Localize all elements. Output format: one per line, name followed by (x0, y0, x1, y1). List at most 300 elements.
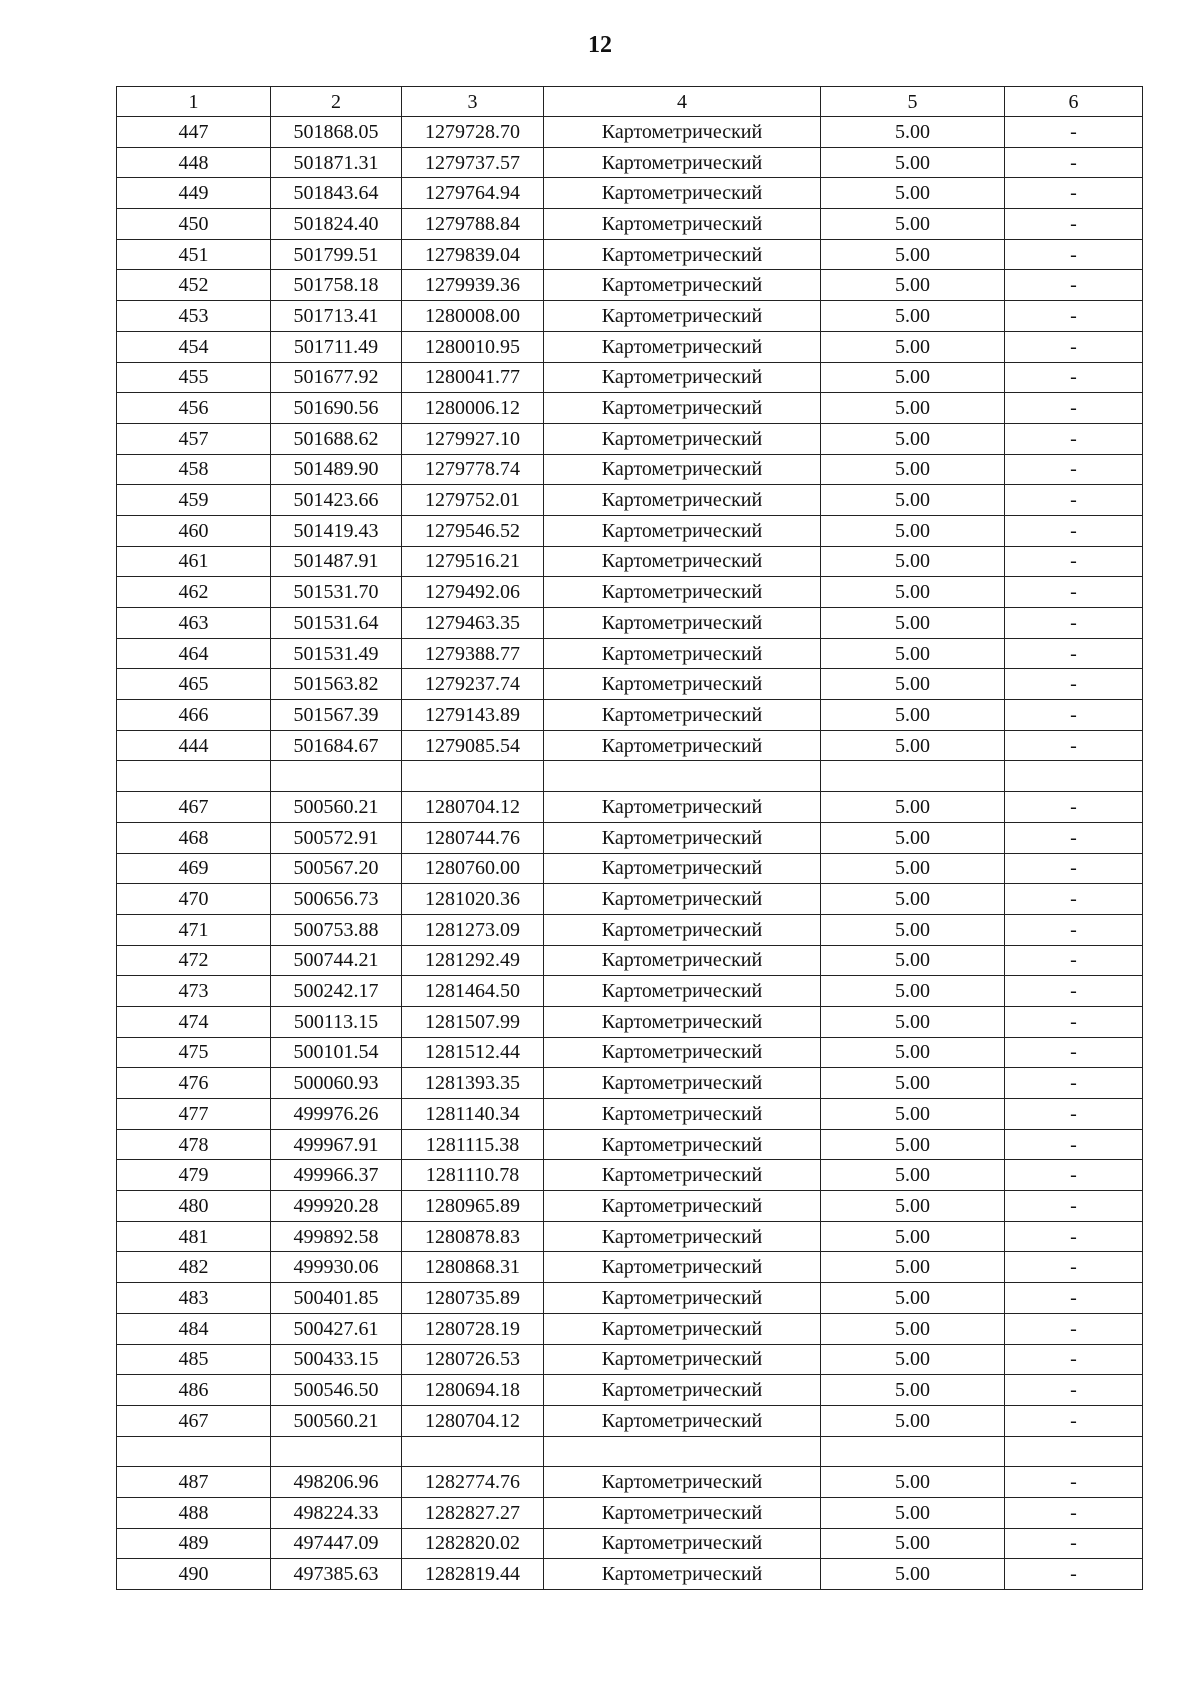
method-cell: Картометрический (544, 1037, 821, 1068)
description-cell: - (1005, 1528, 1143, 1559)
y-coordinate-cell: 1281273.09 (402, 914, 544, 945)
y-coordinate-cell: 1281512.44 (402, 1037, 544, 1068)
table-row (117, 1375, 1143, 1406)
x-coordinate-cell: 499920.28 (271, 1191, 402, 1222)
x-coordinate-cell: 500567.20 (271, 853, 402, 884)
x-coordinate-cell: 500242.17 (271, 976, 402, 1007)
description-cell: - (1005, 209, 1143, 240)
y-coordinate-cell: 1279764.94 (402, 178, 544, 209)
x-coordinate-cell: 500401.85 (271, 1283, 402, 1314)
table-row (117, 914, 1143, 945)
method-cell: Картометрический (544, 1344, 821, 1375)
accuracy-cell: 5.00 (821, 454, 1005, 485)
x-coordinate-cell: 497447.09 (271, 1528, 402, 1559)
point-number-cell: 479 (117, 1160, 271, 1191)
method-cell: Картометрический (544, 1497, 821, 1528)
y-coordinate-cell: 1282827.27 (402, 1497, 544, 1528)
y-coordinate-cell: 1280010.95 (402, 331, 544, 362)
point-number-cell: 475 (117, 1037, 271, 1068)
x-coordinate-cell: 497385.63 (271, 1559, 402, 1590)
point-number-cell: 467 (117, 792, 271, 823)
table-row (117, 454, 1143, 485)
table-row (117, 853, 1143, 884)
description-cell: - (1005, 117, 1143, 148)
header-cell-3: 3 (402, 87, 544, 117)
x-coordinate-cell: 498206.96 (271, 1467, 402, 1498)
table-row (117, 393, 1143, 424)
description-cell: - (1005, 1252, 1143, 1283)
x-coordinate-cell (271, 761, 402, 792)
point-number-cell: 473 (117, 976, 271, 1007)
coordinates-table (116, 86, 1143, 1590)
table-row (117, 362, 1143, 393)
accuracy-cell: 5.00 (821, 945, 1005, 976)
x-coordinate-cell: 501684.67 (271, 730, 402, 761)
accuracy-cell: 5.00 (821, 1252, 1005, 1283)
accuracy-cell: 5.00 (821, 976, 1005, 1007)
description-cell: - (1005, 1467, 1143, 1498)
table-row (117, 147, 1143, 178)
accuracy-cell: 5.00 (821, 1559, 1005, 1590)
point-number-cell: 462 (117, 577, 271, 608)
y-coordinate-cell: 1279143.89 (402, 700, 544, 731)
description-cell: - (1005, 1375, 1143, 1406)
description-cell: - (1005, 1099, 1143, 1130)
method-cell: Картометрический (544, 884, 821, 915)
point-number-cell: 485 (117, 1344, 271, 1375)
point-number-cell: 480 (117, 1191, 271, 1222)
table-row (117, 1221, 1143, 1252)
accuracy-cell: 5.00 (821, 1528, 1005, 1559)
method-cell: Картометрический (544, 1405, 821, 1436)
accuracy-cell: 5.00 (821, 147, 1005, 178)
y-coordinate-cell: 1280744.76 (402, 822, 544, 853)
accuracy-cell: 5.00 (821, 270, 1005, 301)
method-cell: Картометрический (544, 301, 821, 332)
method-cell: Картометрический (544, 1559, 821, 1590)
table-row (117, 1436, 1143, 1467)
method-cell: Картометрический (544, 1221, 821, 1252)
method-cell: Картометрический (544, 1129, 821, 1160)
header-cell-4: 4 (544, 87, 821, 117)
table-row (117, 1344, 1143, 1375)
table-row (117, 976, 1143, 1007)
description-cell: - (1005, 1313, 1143, 1344)
accuracy-cell: 5.00 (821, 1344, 1005, 1375)
point-number-cell (117, 761, 271, 792)
x-coordinate-cell: 501799.51 (271, 239, 402, 270)
table-row (117, 239, 1143, 270)
table-row (117, 577, 1143, 608)
accuracy-cell: 5.00 (821, 1068, 1005, 1099)
description-cell: - (1005, 546, 1143, 577)
y-coordinate-cell: 1279237.74 (402, 669, 544, 700)
y-coordinate-cell: 1279516.21 (402, 546, 544, 577)
table-row (117, 1313, 1143, 1344)
y-coordinate-cell: 1280694.18 (402, 1375, 544, 1406)
table-row (117, 1467, 1143, 1498)
point-number-cell: 470 (117, 884, 271, 915)
point-number-cell: 448 (117, 147, 271, 178)
method-cell: Картометрический (544, 454, 821, 485)
description-cell: - (1005, 1191, 1143, 1222)
method-cell: Картометрический (544, 669, 821, 700)
method-cell: Картометрический (544, 853, 821, 884)
page-number: 12 (588, 32, 612, 58)
x-coordinate-cell: 501843.64 (271, 178, 402, 209)
x-coordinate-cell: 501688.62 (271, 423, 402, 454)
description-cell: - (1005, 1006, 1143, 1037)
accuracy-cell: 5.00 (821, 700, 1005, 731)
accuracy-cell: 5.00 (821, 884, 1005, 915)
point-number-cell (117, 1436, 271, 1467)
header-cell-6: 6 (1005, 87, 1143, 117)
table-row (117, 1252, 1143, 1283)
accuracy-cell: 5.00 (821, 577, 1005, 608)
description-cell: - (1005, 1129, 1143, 1160)
method-cell: Картометрический (544, 485, 821, 516)
x-coordinate-cell: 500744.21 (271, 945, 402, 976)
y-coordinate-cell: 1279778.74 (402, 454, 544, 485)
x-coordinate-cell: 499892.58 (271, 1221, 402, 1252)
accuracy-cell: 5.00 (821, 393, 1005, 424)
description-cell: - (1005, 515, 1143, 546)
x-coordinate-cell: 501531.49 (271, 638, 402, 669)
method-cell: Картометрический (544, 1068, 821, 1099)
x-coordinate-cell: 500101.54 (271, 1037, 402, 1068)
accuracy-cell: 5.00 (821, 822, 1005, 853)
x-coordinate-cell: 501531.70 (271, 577, 402, 608)
accuracy-cell: 5.00 (821, 1191, 1005, 1222)
x-coordinate-cell: 501563.82 (271, 669, 402, 700)
method-cell: Картометрический (544, 331, 821, 362)
x-coordinate-cell: 501871.31 (271, 147, 402, 178)
point-number-cell: 457 (117, 423, 271, 454)
description-cell: - (1005, 331, 1143, 362)
method-cell: Картометрический (544, 362, 821, 393)
accuracy-cell: 5.00 (821, 239, 1005, 270)
x-coordinate-cell: 501423.66 (271, 485, 402, 516)
x-coordinate-cell: 501758.18 (271, 270, 402, 301)
description-cell: - (1005, 976, 1143, 1007)
table-row (117, 822, 1143, 853)
method-cell: Картометрический (544, 638, 821, 669)
point-number-cell: 466 (117, 700, 271, 731)
x-coordinate-cell: 501868.05 (271, 117, 402, 148)
method-cell: Картометрический (544, 608, 821, 639)
accuracy-cell: 5.00 (821, 178, 1005, 209)
description-cell (1005, 1436, 1143, 1467)
y-coordinate-cell: 1280728.19 (402, 1313, 544, 1344)
y-coordinate-cell: 1279463.35 (402, 608, 544, 639)
x-coordinate-cell: 501824.40 (271, 209, 402, 240)
table-row (117, 1405, 1143, 1436)
point-number-cell: 482 (117, 1252, 271, 1283)
point-number-cell: 478 (117, 1129, 271, 1160)
description-cell: - (1005, 301, 1143, 332)
table-row (117, 117, 1143, 148)
accuracy-cell: 5.00 (821, 1129, 1005, 1160)
y-coordinate-cell: 1280760.00 (402, 853, 544, 884)
table-row (117, 638, 1143, 669)
x-coordinate-cell: 501677.92 (271, 362, 402, 393)
point-number-cell: 458 (117, 454, 271, 485)
table-row (117, 1068, 1143, 1099)
y-coordinate-cell (402, 761, 544, 792)
y-coordinate-cell (402, 1436, 544, 1467)
point-number-cell: 449 (117, 178, 271, 209)
description-cell: - (1005, 792, 1143, 823)
description-cell: - (1005, 1497, 1143, 1528)
y-coordinate-cell: 1280006.12 (402, 393, 544, 424)
y-coordinate-cell: 1281020.36 (402, 884, 544, 915)
method-cell: Картометрический (544, 1283, 821, 1314)
accuracy-cell: 5.00 (821, 853, 1005, 884)
description-cell: - (1005, 270, 1143, 301)
accuracy-cell: 5.00 (821, 362, 1005, 393)
method-cell: Картометрический (544, 976, 821, 1007)
point-number-cell: 481 (117, 1221, 271, 1252)
point-number-cell: 452 (117, 270, 271, 301)
y-coordinate-cell: 1279737.57 (402, 147, 544, 178)
table-row (117, 270, 1143, 301)
x-coordinate-cell: 500546.50 (271, 1375, 402, 1406)
table-row (117, 331, 1143, 362)
method-cell: Картометрический (544, 1252, 821, 1283)
table-row (117, 1037, 1143, 1068)
table-row (117, 1559, 1143, 1590)
description-cell: - (1005, 638, 1143, 669)
x-coordinate-cell: 499966.37 (271, 1160, 402, 1191)
x-coordinate-cell: 500753.88 (271, 914, 402, 945)
accuracy-cell (821, 1436, 1005, 1467)
point-number-cell: 474 (117, 1006, 271, 1037)
table-row (117, 884, 1143, 915)
accuracy-cell: 5.00 (821, 1283, 1005, 1314)
table-row (117, 515, 1143, 546)
x-coordinate-cell: 499930.06 (271, 1252, 402, 1283)
point-number-cell: 468 (117, 822, 271, 853)
table-row (117, 301, 1143, 332)
table-row (117, 761, 1143, 792)
x-coordinate-cell: 498224.33 (271, 1497, 402, 1528)
method-cell: Картометрический (544, 147, 821, 178)
method-cell: Картометрический (544, 1313, 821, 1344)
accuracy-cell: 5.00 (821, 331, 1005, 362)
x-coordinate-cell: 500433.15 (271, 1344, 402, 1375)
y-coordinate-cell: 1280704.12 (402, 792, 544, 823)
accuracy-cell: 5.00 (821, 1405, 1005, 1436)
table-row (117, 1283, 1143, 1314)
y-coordinate-cell: 1280041.77 (402, 362, 544, 393)
y-coordinate-cell: 1281115.38 (402, 1129, 544, 1160)
description-cell: - (1005, 454, 1143, 485)
accuracy-cell: 5.00 (821, 117, 1005, 148)
method-cell: Картометрический (544, 914, 821, 945)
point-number-cell: 483 (117, 1283, 271, 1314)
description-cell: - (1005, 423, 1143, 454)
description-cell: - (1005, 822, 1143, 853)
y-coordinate-cell: 1280008.00 (402, 301, 544, 332)
x-coordinate-cell: 500560.21 (271, 792, 402, 823)
table-row (117, 209, 1143, 240)
point-number-cell: 463 (117, 608, 271, 639)
y-coordinate-cell: 1279085.54 (402, 730, 544, 761)
y-coordinate-cell: 1282819.44 (402, 1559, 544, 1590)
x-coordinate-cell: 501419.43 (271, 515, 402, 546)
table-row (117, 700, 1143, 731)
description-cell: - (1005, 853, 1143, 884)
y-coordinate-cell: 1281140.34 (402, 1099, 544, 1130)
x-coordinate-cell: 501531.64 (271, 608, 402, 639)
method-cell: Картометрический (544, 546, 821, 577)
table-row (117, 730, 1143, 761)
point-number-cell: 487 (117, 1467, 271, 1498)
table-row (117, 1528, 1143, 1559)
point-number-cell: 484 (117, 1313, 271, 1344)
accuracy-cell: 5.00 (821, 1006, 1005, 1037)
table-row (117, 1497, 1143, 1528)
accuracy-cell: 5.00 (821, 1375, 1005, 1406)
description-cell: - (1005, 1068, 1143, 1099)
method-cell (544, 761, 821, 792)
table-row (117, 792, 1143, 823)
y-coordinate-cell: 1281393.35 (402, 1068, 544, 1099)
header-row (117, 87, 1143, 117)
accuracy-cell: 5.00 (821, 423, 1005, 454)
description-cell: - (1005, 393, 1143, 424)
y-coordinate-cell: 1279788.84 (402, 209, 544, 240)
description-cell: - (1005, 362, 1143, 393)
x-coordinate-cell: 501567.39 (271, 700, 402, 731)
y-coordinate-cell: 1279752.01 (402, 485, 544, 516)
y-coordinate-cell: 1281464.50 (402, 976, 544, 1007)
description-cell: - (1005, 147, 1143, 178)
table-row (117, 485, 1143, 516)
method-cell: Картометрический (544, 822, 821, 853)
point-number-cell: 454 (117, 331, 271, 362)
y-coordinate-cell: 1282774.76 (402, 1467, 544, 1498)
x-coordinate-cell: 500060.93 (271, 1068, 402, 1099)
description-cell: - (1005, 1405, 1143, 1436)
point-number-cell: 456 (117, 393, 271, 424)
x-coordinate-cell: 501690.56 (271, 393, 402, 424)
x-coordinate-cell: 501489.90 (271, 454, 402, 485)
point-number-cell: 464 (117, 638, 271, 669)
x-coordinate-cell: 500572.91 (271, 822, 402, 853)
x-coordinate-cell: 500113.15 (271, 1006, 402, 1037)
description-cell: - (1005, 945, 1143, 976)
accuracy-cell: 5.00 (821, 1037, 1005, 1068)
y-coordinate-cell: 1280965.89 (402, 1191, 544, 1222)
point-number-cell: 459 (117, 485, 271, 516)
table-row (117, 1129, 1143, 1160)
x-coordinate-cell: 501713.41 (271, 301, 402, 332)
method-cell: Картометрический (544, 178, 821, 209)
accuracy-cell: 5.00 (821, 608, 1005, 639)
point-number-cell: 450 (117, 209, 271, 240)
accuracy-cell: 5.00 (821, 301, 1005, 332)
description-cell: - (1005, 608, 1143, 639)
description-cell: - (1005, 178, 1143, 209)
y-coordinate-cell: 1279939.36 (402, 270, 544, 301)
y-coordinate-cell: 1281292.49 (402, 945, 544, 976)
accuracy-cell: 5.00 (821, 485, 1005, 516)
method-cell: Картометрический (544, 1467, 821, 1498)
description-cell: - (1005, 1283, 1143, 1314)
table-body (117, 117, 1143, 1590)
x-coordinate-cell: 501487.91 (271, 546, 402, 577)
y-coordinate-cell: 1279546.52 (402, 515, 544, 546)
point-number-cell: 469 (117, 853, 271, 884)
y-coordinate-cell: 1280704.12 (402, 1405, 544, 1436)
accuracy-cell: 5.00 (821, 1467, 1005, 1498)
method-cell: Картометрический (544, 1375, 821, 1406)
method-cell: Картометрический (544, 700, 821, 731)
point-number-cell: 447 (117, 117, 271, 148)
accuracy-cell: 5.00 (821, 1099, 1005, 1130)
x-coordinate-cell: 500656.73 (271, 884, 402, 915)
y-coordinate-cell: 1280868.31 (402, 1252, 544, 1283)
y-coordinate-cell: 1279927.10 (402, 423, 544, 454)
accuracy-cell: 5.00 (821, 792, 1005, 823)
description-cell: - (1005, 1160, 1143, 1191)
accuracy-cell: 5.00 (821, 1221, 1005, 1252)
description-cell: - (1005, 700, 1143, 731)
accuracy-cell: 5.00 (821, 730, 1005, 761)
point-number-cell: 490 (117, 1559, 271, 1590)
table-row (117, 546, 1143, 577)
method-cell: Картометрический (544, 1006, 821, 1037)
method-cell: Картометрический (544, 239, 821, 270)
description-cell: - (1005, 239, 1143, 270)
point-number-cell: 486 (117, 1375, 271, 1406)
point-number-cell: 460 (117, 515, 271, 546)
description-cell: - (1005, 884, 1143, 915)
accuracy-cell (821, 761, 1005, 792)
method-cell: Картометрический (544, 1099, 821, 1130)
description-cell: - (1005, 669, 1143, 700)
x-coordinate-cell: 500560.21 (271, 1405, 402, 1436)
point-number-cell: 444 (117, 730, 271, 761)
table-row (117, 608, 1143, 639)
description-cell: - (1005, 485, 1143, 516)
point-number-cell: 465 (117, 669, 271, 700)
method-cell: Картометрический (544, 792, 821, 823)
method-cell: Картометрический (544, 393, 821, 424)
y-coordinate-cell: 1280726.53 (402, 1344, 544, 1375)
point-number-cell: 476 (117, 1068, 271, 1099)
method-cell: Картометрический (544, 423, 821, 454)
header-cell-1: 1 (117, 87, 271, 117)
point-number-cell: 488 (117, 1497, 271, 1528)
point-number-cell: 477 (117, 1099, 271, 1130)
accuracy-cell: 5.00 (821, 638, 1005, 669)
description-cell: - (1005, 1344, 1143, 1375)
method-cell: Картометрический (544, 209, 821, 240)
method-cell: Картометрический (544, 270, 821, 301)
point-number-cell: 461 (117, 546, 271, 577)
description-cell: - (1005, 1221, 1143, 1252)
method-cell: Картометрический (544, 730, 821, 761)
x-coordinate-cell (271, 1436, 402, 1467)
description-cell: - (1005, 730, 1143, 761)
point-number-cell: 453 (117, 301, 271, 332)
method-cell: Картометрический (544, 117, 821, 148)
y-coordinate-cell: 1280878.83 (402, 1221, 544, 1252)
accuracy-cell: 5.00 (821, 669, 1005, 700)
accuracy-cell: 5.00 (821, 209, 1005, 240)
